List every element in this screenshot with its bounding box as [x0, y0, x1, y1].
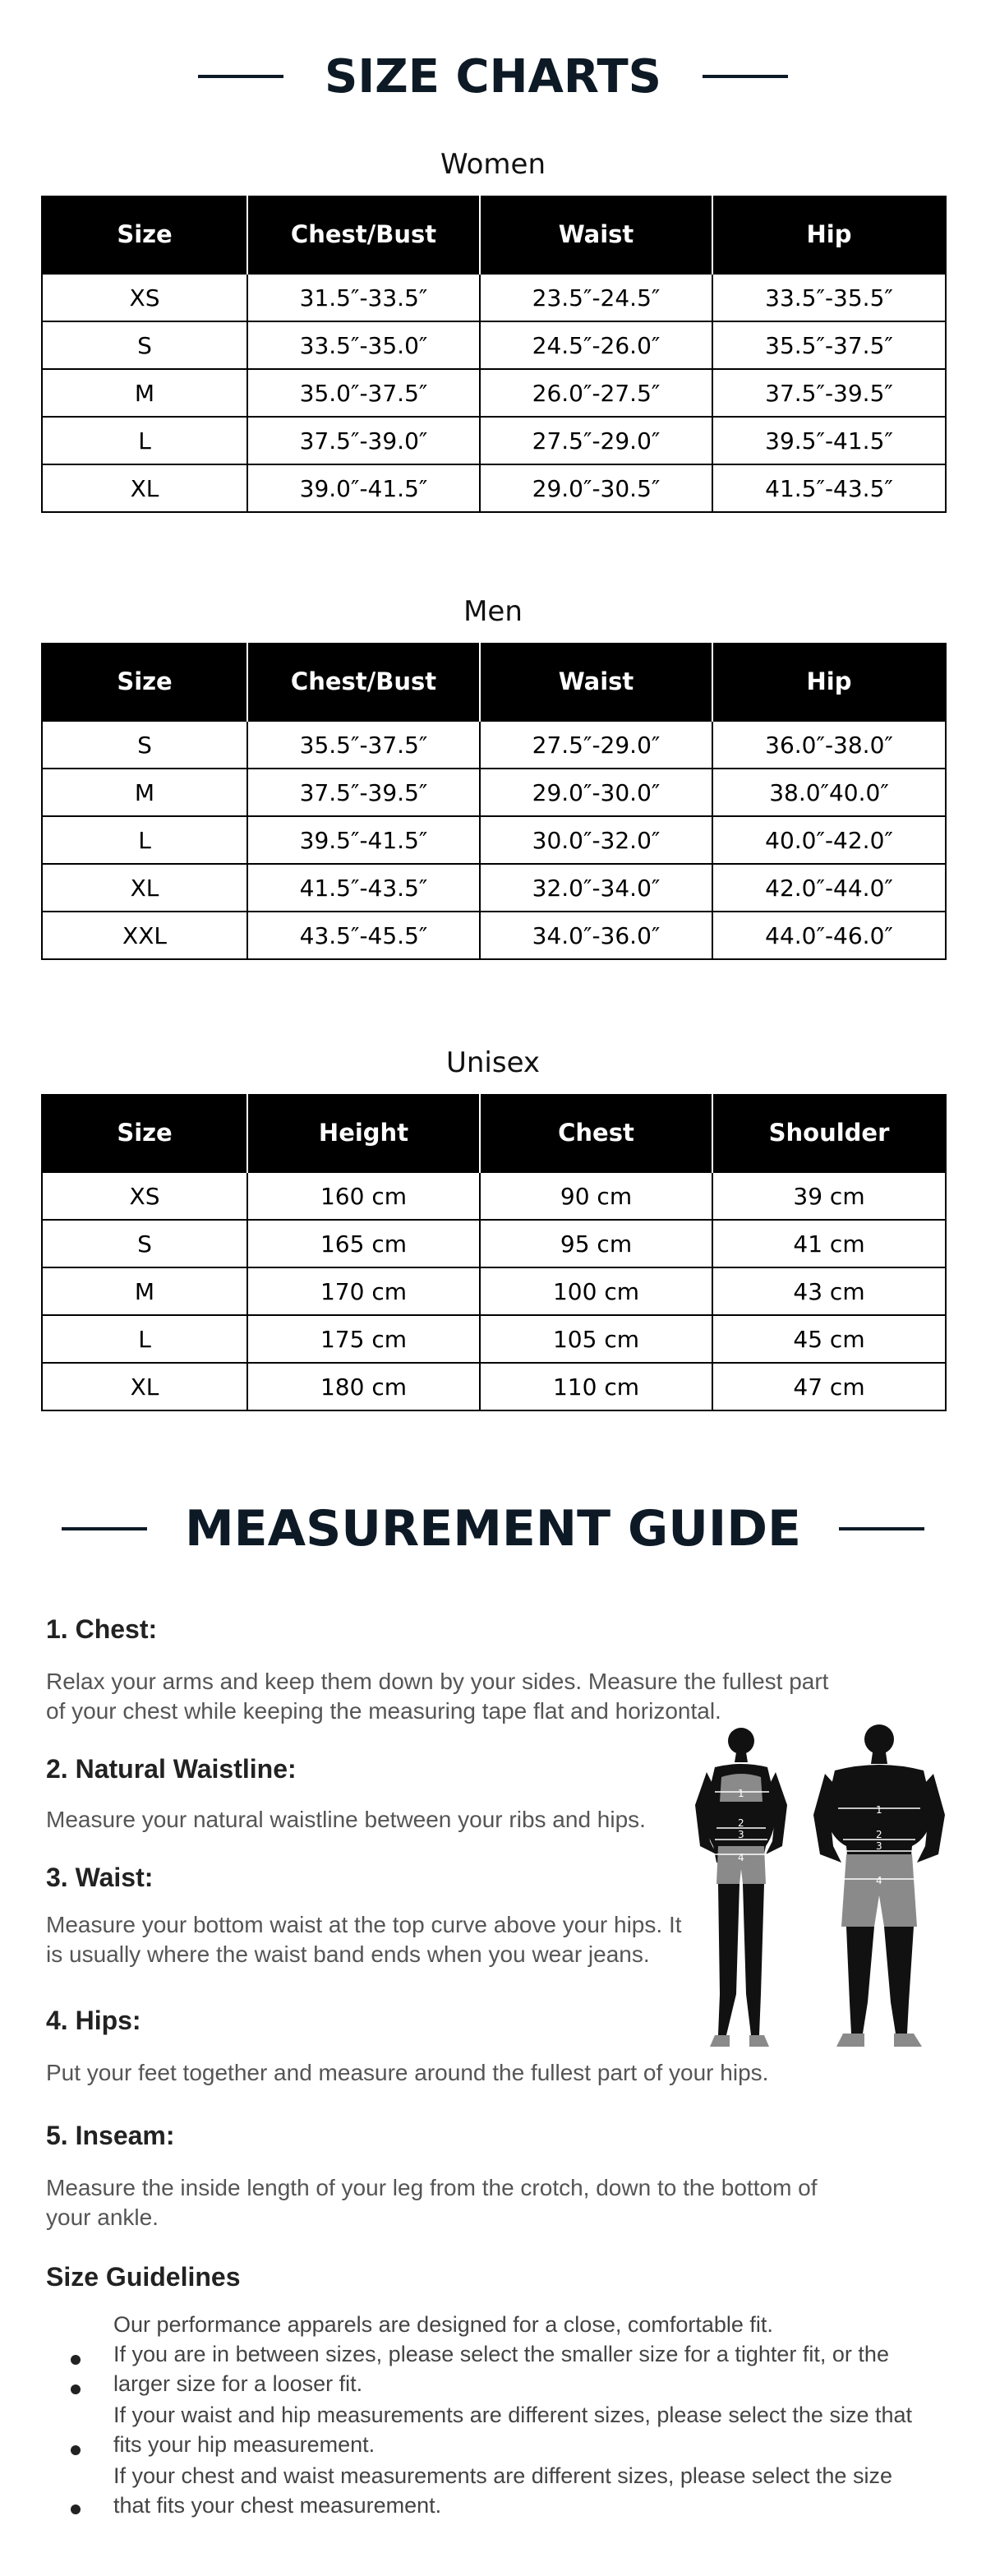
bullet-icon [71, 2355, 81, 2365]
men-size-table [41, 643, 947, 960]
female-label-3: 3 [738, 1829, 744, 1840]
inseam-heading: 5. Inseam: [46, 2121, 175, 2150]
female-label-2: 2 [738, 1817, 744, 1829]
shoulder-cell: 47 cm [712, 1363, 946, 1410]
waist-cell: 29.0″-30.5″ [480, 464, 712, 512]
size-cell: XL [42, 864, 247, 912]
table-row [42, 464, 946, 512]
guideline-item: If your chest and waist measurements are different sizes, please select the size that fits your chest measurement. [113, 2463, 892, 2518]
body-measurement-figures [674, 1723, 945, 2068]
table-row [42, 321, 946, 369]
size-cell: XL [42, 1363, 247, 1410]
chest-cell: 35.5″-37.5″ [247, 721, 480, 769]
hip-cell: 42.0″-44.0″ [712, 864, 946, 912]
guideline-item: Our performance apparels are designed for a close, comfortable fit. [113, 2312, 773, 2337]
chest-cell: 31.5″-33.5″ [247, 274, 480, 321]
header-size: Size [42, 643, 247, 721]
header-hip: Hip [712, 196, 946, 274]
table-header-row [42, 1094, 946, 1172]
natural-waist-text: Measure your natural waistline between your ribs and hips. [46, 1807, 646, 1832]
waist-text: Measure your bottom waist at the top curve above your hips. It is usually where the waist band ends when you wear jeans. [46, 1912, 682, 1967]
size-cell: S [42, 721, 247, 769]
measurement-guide-heading [0, 1496, 986, 1562]
shoulder-cell: 39 cm [712, 1172, 946, 1220]
table-header-row [42, 643, 946, 721]
bullet-icon [71, 2445, 81, 2455]
hip-cell: 38.0″40.0″ [712, 769, 946, 816]
table-row [42, 912, 946, 959]
unisex-size-table [41, 1094, 947, 1411]
male-label-4: 4 [876, 1875, 882, 1886]
hip-cell: 40.0″-42.0″ [712, 816, 946, 864]
heading-rule-right [703, 75, 788, 78]
size-cell: XS [42, 1172, 247, 1220]
height-cell: 170 cm [247, 1267, 480, 1315]
inseam-text: Measure the inside length of your leg from the crotch, down to the bottom of your ankle. [46, 2175, 818, 2230]
table-row [42, 369, 946, 417]
chest-cell: 41.5″-43.5″ [247, 864, 480, 912]
women-table-title: Women [440, 148, 546, 181]
hip-cell: 36.0″-38.0″ [712, 721, 946, 769]
waist-cell: 29.0″-30.0″ [480, 769, 712, 816]
chest-cell: 33.5″-35.0″ [247, 321, 480, 369]
waist-cell: 27.5″-29.0″ [480, 721, 712, 769]
height-cell: 175 cm [247, 1315, 480, 1363]
chest-cell: 37.5″-39.0″ [247, 417, 480, 464]
waist-cell: 32.0″-34.0″ [480, 864, 712, 912]
header-size: Size [42, 196, 247, 274]
hip-cell: 35.5″-37.5″ [712, 321, 946, 369]
chest-cell: 105 cm [480, 1315, 712, 1363]
chest-cell: 110 cm [480, 1363, 712, 1410]
male-label-1: 1 [876, 1804, 882, 1816]
shoulder-cell: 41 cm [712, 1220, 946, 1267]
table-row [42, 721, 946, 769]
table-header-row [42, 196, 946, 274]
table-row [42, 1172, 946, 1220]
hip-cell: 39.5″-41.5″ [712, 417, 946, 464]
chest-cell: 100 cm [480, 1267, 712, 1315]
size-cell: M [42, 1267, 247, 1315]
chest-heading: 1. Chest: [46, 1614, 158, 1644]
header-chest-bust: Chest/Bust [247, 196, 480, 274]
table-row [42, 769, 946, 816]
height-cell: 180 cm [247, 1363, 480, 1410]
header-chest-bust: Chest/Bust [247, 643, 480, 721]
height-cell: 165 cm [247, 1220, 480, 1267]
heading-rule-left [62, 1527, 147, 1530]
size-cell: M [42, 369, 247, 417]
table-row [42, 274, 946, 321]
waist-cell: 27.5″-29.0″ [480, 417, 712, 464]
guideline-item: If you are in between sizes, please select the smaller size for a tighter fit, or the larger size for a looser fit. [113, 2342, 889, 2396]
size-charts-heading [0, 48, 986, 105]
waist-cell: 24.5″-26.0″ [480, 321, 712, 369]
bullet-icon [71, 2384, 81, 2394]
table-row [42, 1363, 946, 1410]
hip-cell: 37.5″-39.5″ [712, 369, 946, 417]
waist-cell: 30.0″-32.0″ [480, 816, 712, 864]
women-size-table [41, 196, 947, 513]
heading-rule-left [198, 75, 283, 78]
size-cell: XL [42, 464, 247, 512]
size-cell: M [42, 769, 247, 816]
shoulder-cell: 45 cm [712, 1315, 946, 1363]
natural-waist-heading: 2. Natural Waistline: [46, 1754, 297, 1784]
header-hip: Hip [712, 643, 946, 721]
table-row [42, 816, 946, 864]
size-cell: XS [42, 274, 247, 321]
hip-cell: 44.0″-46.0″ [712, 912, 946, 959]
chest-cell: 35.0″-37.5″ [247, 369, 480, 417]
header-height: Height [247, 1094, 480, 1172]
chest-text: Relax your arms and keep them down by your sides. Measure the fullest part of your chest while keeping the measuring tape flat and horizontal. [46, 1669, 829, 1724]
men-table-title: Men [463, 595, 523, 628]
chest-cell: 43.5″-45.5″ [247, 912, 480, 959]
size-cell: S [42, 321, 247, 369]
male-label-2: 2 [876, 1829, 882, 1840]
size-charts-title: SIZE CHARTS [325, 49, 661, 104]
header-size: Size [42, 1094, 247, 1172]
measurement-guide-title: MEASUREMENT GUIDE [184, 1500, 802, 1558]
size-cell: XXL [42, 912, 247, 959]
unisex-table-title: Unisex [445, 1046, 541, 1079]
table-row [42, 864, 946, 912]
header-chest: Chest [480, 1094, 712, 1172]
chest-cell: 37.5″-39.5″ [247, 769, 480, 816]
size-cell: L [42, 1315, 247, 1363]
shoulder-cell: 43 cm [712, 1267, 946, 1315]
chest-cell: 39.0″-41.5″ [247, 464, 480, 512]
guideline-item: If your waist and hip measurements are different sizes, please select the size that fits your hip measurement. [113, 2403, 912, 2457]
bullet-icon [71, 2504, 81, 2514]
table-row [42, 1267, 946, 1315]
female-label-1: 1 [738, 1788, 744, 1799]
waist-heading: 3. Waist: [46, 1863, 154, 1892]
chest-cell: 39.5″-41.5″ [247, 816, 480, 864]
height-cell: 160 cm [247, 1172, 480, 1220]
hip-cell: 41.5″-43.5″ [712, 464, 946, 512]
chest-cell: 90 cm [480, 1172, 712, 1220]
female-label-4: 4 [738, 1852, 744, 1863]
chest-cell: 95 cm [480, 1220, 712, 1267]
table-row [42, 417, 946, 464]
size-cell: L [42, 816, 247, 864]
table-row [42, 1315, 946, 1363]
header-shoulder: Shoulder [712, 1094, 946, 1172]
size-guidelines-title: Size Guidelines [46, 2262, 241, 2292]
waist-cell: 26.0″-27.5″ [480, 369, 712, 417]
waist-cell: 34.0″-36.0″ [480, 912, 712, 959]
header-waist: Waist [480, 643, 712, 721]
header-waist: Waist [480, 196, 712, 274]
hips-heading: 4. Hips: [46, 2006, 141, 2035]
hip-cell: 33.5″-35.5″ [712, 274, 946, 321]
female-figure [695, 1728, 787, 2047]
table-row [42, 1220, 946, 1267]
male-label-3: 3 [876, 1840, 882, 1852]
heading-rule-right [839, 1527, 924, 1530]
waist-cell: 23.5″-24.5″ [480, 274, 712, 321]
size-cell: L [42, 417, 247, 464]
size-cell: S [42, 1220, 247, 1267]
hips-text: Put your feet together and measure around the fullest part of your hips. [46, 2060, 769, 2085]
male-figure [813, 1724, 945, 2047]
